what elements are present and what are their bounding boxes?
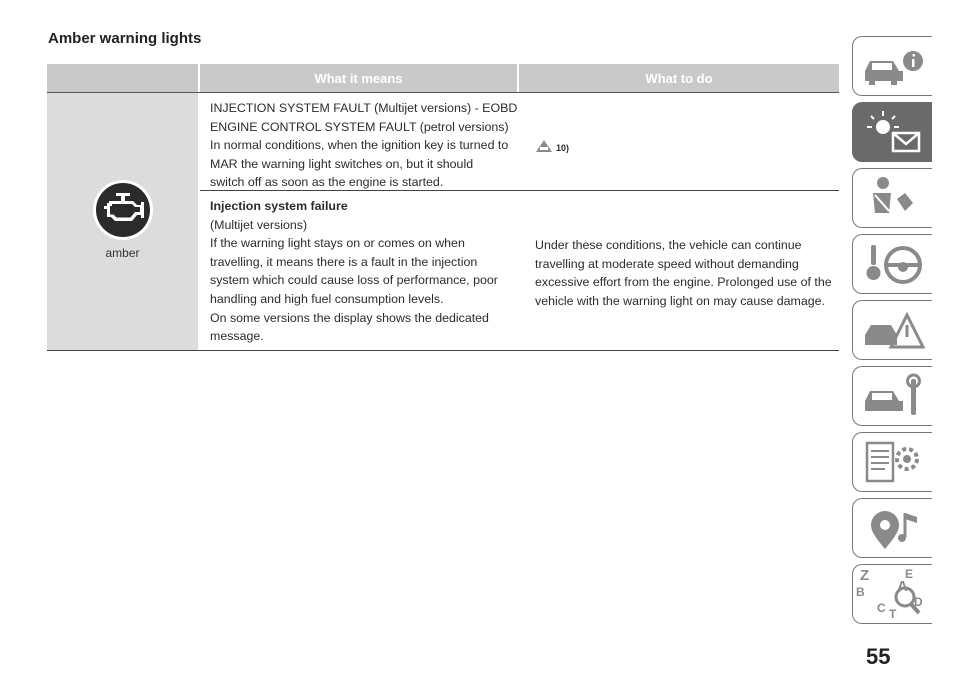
text-line: INJECTION SYSTEM FAULT (Multijet versions) - EOBD [210,101,518,115]
tab-emergency[interactable] [852,300,932,360]
text-line: In normal conditions, when the ignition key is turned to [210,138,509,153]
tab-starting-driving[interactable] [852,234,932,294]
page-number: 55 [866,644,891,669]
index-letter: E [905,567,914,581]
what-it-means-cell [210,99,520,192]
warning-triangle-icon [535,139,553,153]
table-header [47,64,839,93]
tab-maintenance[interactable] [852,366,932,426]
engine-warning-icon [89,176,157,244]
tab-technical-data[interactable] [852,432,932,492]
steering-wheel-key-icon [859,239,927,291]
text-line: If the warning light stays on or comes on when [210,236,465,251]
what-it-means-cell [210,197,520,346]
car-maintenance-icon [859,371,927,423]
section-title: Amber warning lights [48,30,202,47]
text-line: travelling at moderate speed without demanding [535,256,799,271]
header-what-it-means: What it means [200,64,517,92]
text-line: message. [210,329,264,344]
table-row [200,191,839,350]
text-line: vehicle with the warning light on may cause damage. [535,293,825,308]
table-row [200,93,839,190]
seat-safety-icon [859,173,927,225]
index-letter: A [897,578,908,595]
warning-icon-cell [47,93,198,350]
index-letter: C [877,601,886,615]
dashboard-lights-icon [859,107,927,159]
tab-index[interactable] [852,564,932,624]
tab-seat-safety[interactable] [852,168,932,228]
warning-lights-table [47,64,839,344]
index-letter: D [914,595,923,609]
text-line: ENGINE CONTROL SYSTEM FAULT (petrol versions) [210,119,509,134]
text-line: excessive effort from the engine. Prolonged use of the [535,275,832,290]
index-letter: T [889,607,897,621]
technical-data-icon [859,437,927,489]
reference-number: 10) [556,143,570,153]
multimedia-icon [859,503,927,555]
text-line: handling and high fuel consumption levels. [210,291,444,306]
tab-multimedia[interactable] [852,498,932,558]
car-info-icon [859,41,927,93]
text-line: system which could cause loss of performance, poor [210,273,498,288]
icon-color-label: amber [105,246,140,260]
text-line: On some versions the display shows the dedicated [210,310,489,325]
what-to-do-cell [535,236,835,310]
table-bottom-border [47,350,839,351]
text-line: MAR the warning light switches on, but it should [210,156,474,171]
index-letter: B [856,585,865,599]
tab-car-info[interactable] [852,36,932,96]
row-title: Injection system failure [210,199,348,213]
header-what-to-do: What to do [519,64,839,92]
index-letter: Z [860,567,870,584]
text-line: (Multijet versions) [210,217,308,232]
header-icon-column [47,64,198,92]
tab-dashboard-lights[interactable] [852,102,932,162]
text-line: switch off as soon as the engine is started. [210,175,444,190]
text-line: Under these conditions, the vehicle can continue [535,238,802,252]
car-accident-warning-icon [859,305,927,357]
warning-reference [535,139,569,153]
text-line: travelling, it means there is a fault in the injection [210,254,478,269]
